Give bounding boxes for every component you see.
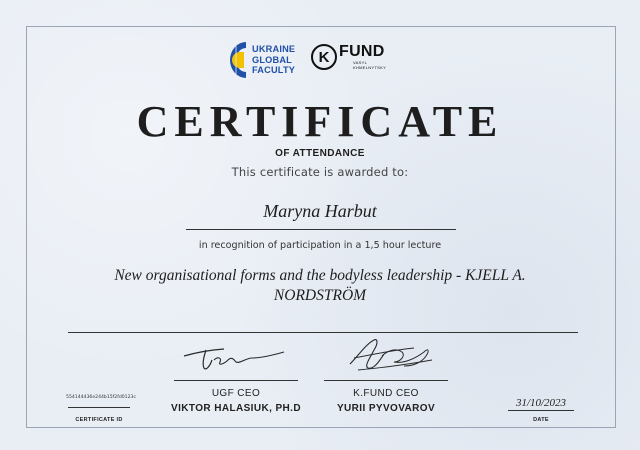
ugf-logo [228, 40, 295, 80]
kfund-logo-words [339, 44, 386, 70]
recipient-underline [186, 229, 456, 230]
ugf-ceo-name: VIKTOR HALASIUK, PH.D [171, 403, 301, 414]
ugf-emblem-icon [228, 40, 248, 80]
kfund-ceo-signature-line [324, 380, 448, 381]
kfund-ceo-signature [344, 334, 438, 376]
kfund-logo-name: FUND [339, 43, 385, 60]
ugf-ceo-signature-line [174, 380, 298, 381]
recognition-text: in recognition of participation in a 1,5 hour lecture [198, 240, 442, 251]
ugf-logo-line-1: UKRAINE [252, 44, 296, 55]
kfund-ceo-name: YURII PYVOVAROV [336, 403, 436, 414]
content-divider [68, 332, 578, 333]
certificate-subtitle: OF ATTENDANCE [275, 148, 365, 159]
awarded-text: This certificate is awarded to: [231, 165, 409, 179]
certificate-border [26, 26, 616, 428]
ugf-logo-line-2: GLOBAL [252, 54, 292, 65]
date-line [508, 410, 574, 411]
kfund-logo-sub-2: KHMELNYTSKY [353, 65, 387, 70]
ugf-logo-text [252, 44, 295, 75]
ugf-ceo-signature [180, 338, 290, 374]
ugf-logo-line-3: FACULTY [252, 65, 296, 76]
certificate-id-line [68, 407, 130, 408]
certificate-id-value: 554144436e244b15f2fd0123c [66, 395, 136, 400]
kfund-logo-sub-1: VASYL [353, 60, 368, 65]
certificate-id-label: CERTIFICATE ID [75, 417, 123, 423]
certificate-title: CERTIFICATE [136, 97, 504, 146]
kfund-logo-circle: K [311, 44, 337, 70]
kfund-logo [311, 44, 386, 70]
date-label: DATE [533, 417, 549, 423]
lecture-title: New organisational forms and the bodyless leadership - KJELL A. NORDSTRÖM [114, 267, 526, 304]
ugf-ceo-role: UGF CEO [211, 388, 261, 399]
kfund-ceo-role: K.FUND CEO [353, 388, 419, 399]
recipient-name: Maryna Harbut [263, 201, 377, 221]
date-value: 31/10/2023 [515, 397, 567, 409]
